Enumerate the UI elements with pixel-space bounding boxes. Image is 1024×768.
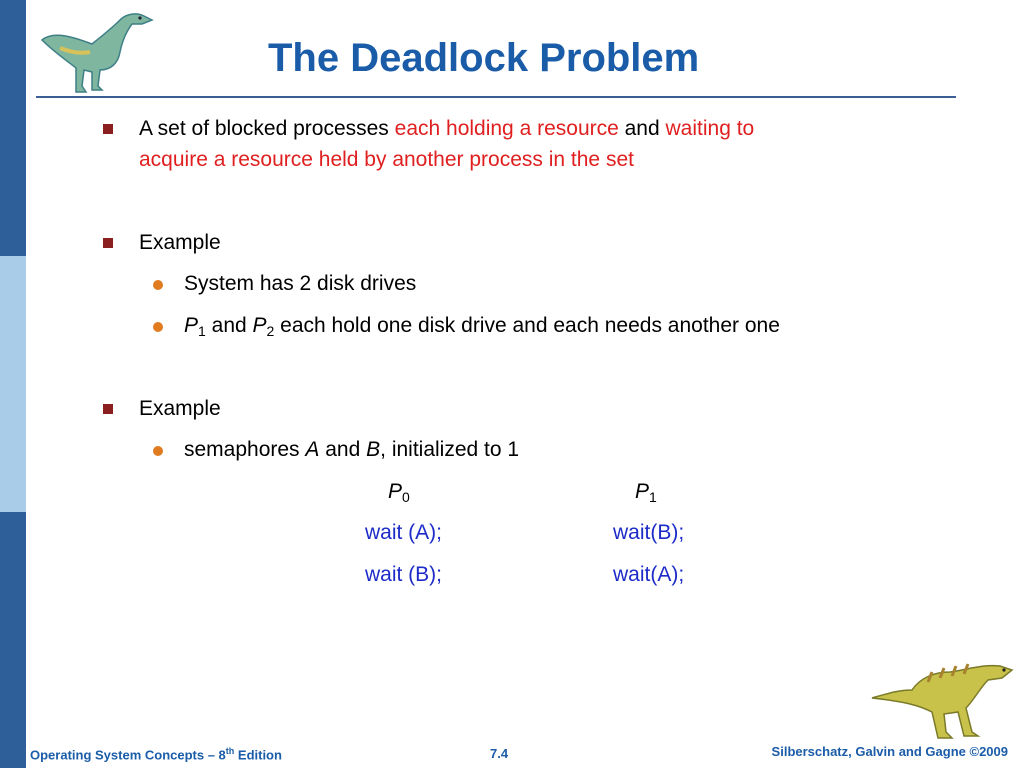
example1-label: Example — [139, 231, 221, 254]
bullet1-text-b: and — [618, 117, 666, 140]
footer-left-sup: th — [225, 746, 235, 756]
example1-sub1: System has 2 disk drives — [184, 272, 417, 295]
bullet-square-icon — [103, 124, 113, 134]
code-p1-line1: wait(B); — [613, 521, 685, 544]
footer-left-a: Operating System Concepts – 8 — [30, 747, 226, 763]
slide-title: The Deadlock Problem — [268, 36, 700, 80]
page-number: 7.4 — [490, 746, 509, 761]
process-p2: P — [252, 314, 267, 337]
footer-authors: Silberschatz, Galvin and Gagne ©2009 — [771, 744, 1008, 759]
dinosaur-logo-top — [36, 8, 160, 96]
bullet-dot-icon — [153, 322, 163, 332]
code-p0-line1: wait (A); — [365, 521, 443, 544]
dinosaur-logo-bottom — [868, 660, 1016, 740]
code-p1-line2: wait(A); — [613, 563, 685, 586]
process-p2-subscript: 2 — [266, 323, 275, 339]
bullet1-red-a: each holding a resource — [394, 117, 619, 140]
bullet1-line2: acquire a resource held by another process in the set — [139, 148, 634, 171]
example2-sub-rest: , initialized to 1 — [380, 438, 520, 461]
bullet1-text-a: A set of blocked processes — [139, 117, 395, 140]
semaphore-b: B — [366, 438, 381, 461]
sidebar-band-dark-top — [0, 0, 26, 256]
sidebar-band-dark-bottom — [0, 512, 26, 768]
bullet-square-icon — [103, 404, 113, 414]
example1-and: and — [205, 314, 253, 337]
example1-sub2 — [184, 313, 780, 339]
process-p1: P — [184, 314, 199, 337]
code-p1-subscript: 1 — [649, 489, 657, 505]
bullet-dot-icon — [153, 280, 163, 290]
sidebar-decoration — [0, 0, 26, 768]
example2-sub — [184, 437, 519, 463]
code-header-p0 — [388, 479, 410, 505]
code-p0-line2: wait (B); — [365, 563, 443, 586]
bullet1-red-b: waiting to — [665, 117, 755, 140]
semaphore-a: A — [305, 438, 320, 461]
bullet1-line1 — [139, 116, 754, 142]
code-header-p1 — [635, 479, 657, 505]
bullet-dot-icon — [153, 446, 163, 456]
footer-book-title — [30, 746, 282, 762]
example2-sub-a: semaphores — [184, 438, 306, 461]
sidebar-band-light — [0, 256, 26, 512]
code-p0-letter: P — [388, 480, 403, 503]
code-p0-subscript: 0 — [402, 489, 410, 505]
process-p1-subscript: 1 — [198, 323, 206, 339]
example1-sub2-rest: each hold one disk drive and each needs another one — [274, 314, 780, 337]
bullet-square-icon — [103, 238, 113, 248]
example2-label: Example — [139, 397, 221, 420]
footer-left-b: Edition — [234, 747, 282, 763]
code-p1-letter: P — [635, 480, 650, 503]
title-underline — [36, 96, 956, 98]
example2-and: and — [319, 438, 367, 461]
